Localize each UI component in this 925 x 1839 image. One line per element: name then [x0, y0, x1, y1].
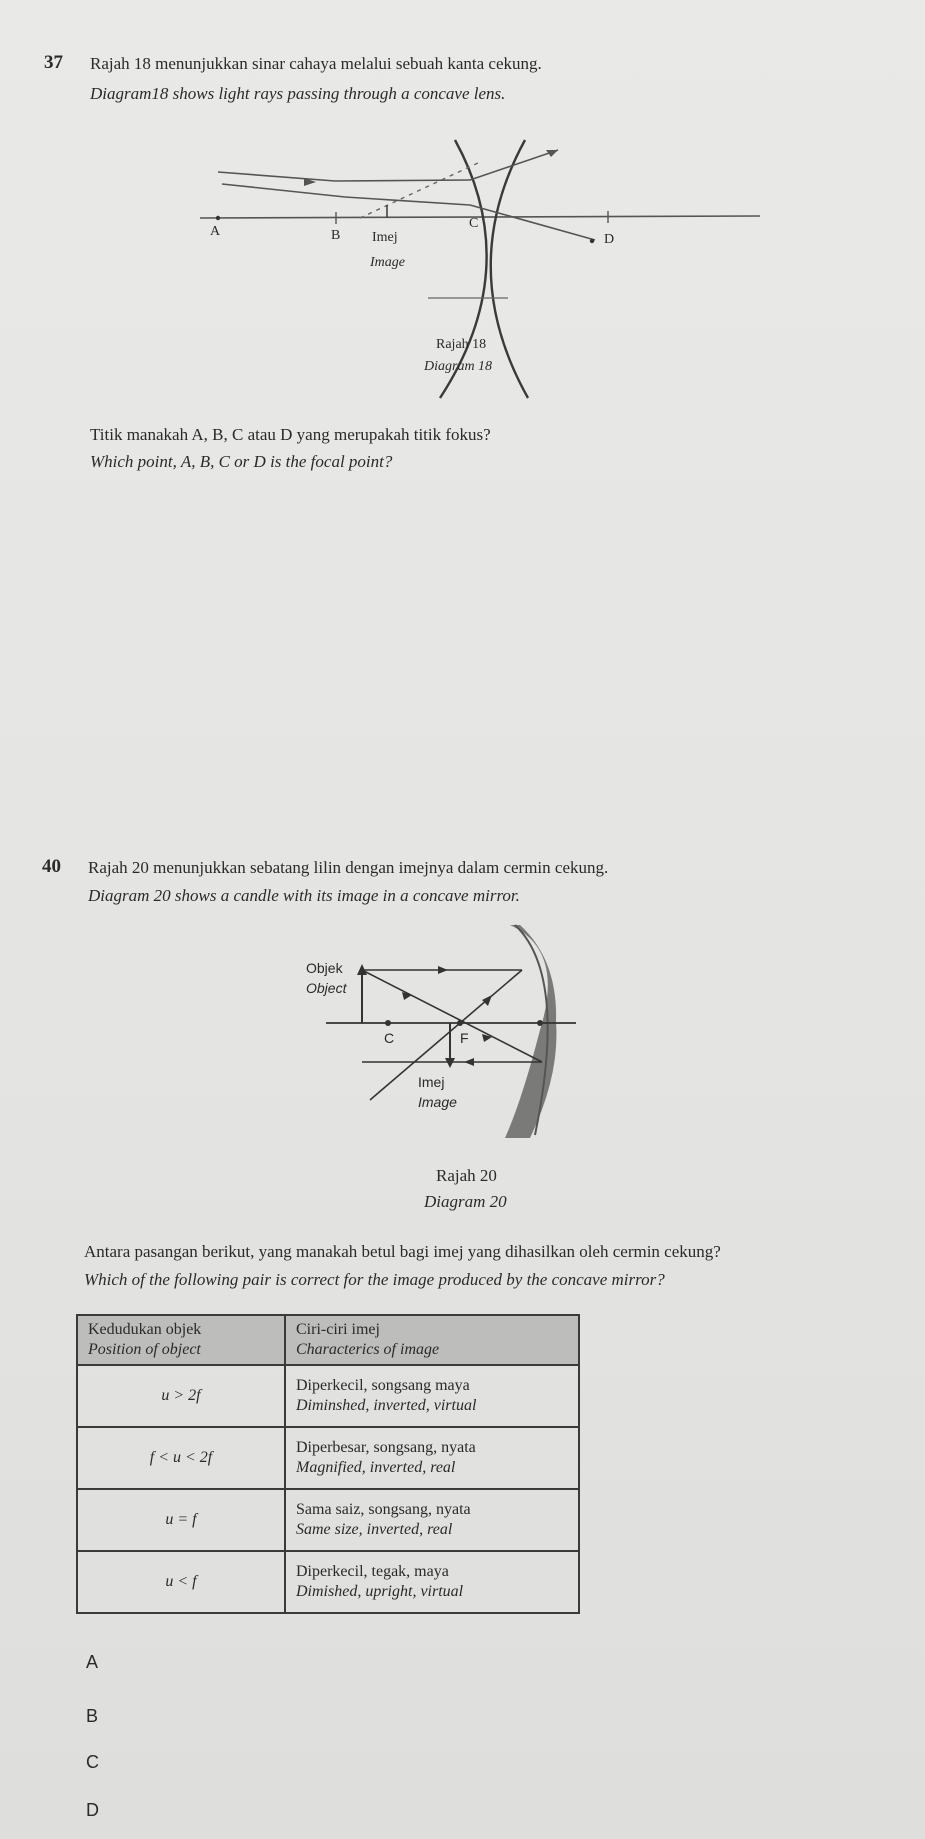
header-position-of-object — [77, 1315, 285, 1365]
label-point-a: A — [210, 224, 221, 239]
diagram-20-concave-mirror — [0, 900, 925, 1150]
row-characteristics — [285, 1489, 579, 1551]
point-f-dot — [457, 1020, 463, 1026]
virtual-ray-extension — [360, 162, 480, 218]
point-d-dot — [590, 239, 594, 243]
diagram-18-caption-en: Diagram 18 — [424, 359, 493, 374]
concave-mirror — [505, 925, 556, 1138]
table-row — [77, 1365, 579, 1427]
option-d[interactable]: D — [86, 1800, 99, 1820]
table-row — [77, 1427, 579, 1489]
row-characteristics — [285, 1365, 579, 1427]
row-char-en: Magnified, inverted, real — [296, 1459, 456, 1476]
question-40-number: 40 — [42, 856, 61, 877]
table-row — [77, 1489, 579, 1551]
point-c-dot — [385, 1020, 391, 1026]
principal-axis — [200, 216, 760, 218]
label-c: C — [384, 1030, 395, 1046]
point-a-dot — [216, 216, 220, 220]
header-right-ms: Ciri-ciri imej — [296, 1321, 380, 1338]
option-a[interactable]: A — [86, 1652, 99, 1672]
table-row — [77, 1551, 579, 1613]
label-image-ms: Imej — [418, 1074, 445, 1090]
row-char-ms: Diperbesar, songsang, nyata — [296, 1439, 476, 1456]
question-37-number: 37 — [44, 52, 63, 73]
header-left-ms: Kedudukan objek — [88, 1321, 202, 1338]
label-point-d: D — [604, 232, 615, 247]
row-characteristics — [285, 1551, 579, 1613]
row-char-ms: Diperkecil, tegak, maya — [296, 1563, 449, 1580]
diagram-20-caption-ms: Rajah 20 — [436, 1166, 497, 1185]
label-point-b: B — [331, 228, 341, 243]
row-condition: u = f — [77, 1489, 285, 1551]
answer-table — [76, 1314, 580, 1614]
row-condition: u > 2f — [77, 1365, 285, 1427]
row-char-ms: Diperkecil, songsang maya — [296, 1377, 470, 1394]
incident-ray-upper — [218, 172, 470, 181]
label-object-ms: Objek — [306, 960, 343, 976]
label-point-c: C — [469, 216, 479, 231]
question-37-prompt-en: Which point, A, B, C or D is the focal point? — [90, 452, 393, 471]
row-char-en: Same size, inverted, real — [296, 1521, 453, 1538]
label-image-en: Image — [370, 255, 405, 270]
table-header-row — [77, 1315, 579, 1365]
option-b[interactable]: B — [86, 1706, 99, 1726]
question-37-text-en: Diagram18 shows light rays passing through a concave lens. — [90, 84, 506, 103]
label-f: F — [460, 1030, 469, 1046]
question-40-text-ms: Rajah 20 menunjukkan sebatang lilin dengan imejnya dalam cermin cekung. — [88, 858, 609, 877]
refracted-ray-lower — [470, 205, 595, 240]
header-characteristics-of-image — [285, 1315, 579, 1365]
question-37-prompt-ms: Titik manakah A, B, C atau D yang merupakah titik fokus? — [90, 425, 491, 444]
option-c[interactable]: C — [86, 1752, 99, 1772]
row-condition: f < u < 2f — [77, 1427, 285, 1489]
label-image-en: Image — [418, 1094, 457, 1110]
ray-through-f — [362, 970, 542, 1062]
header-left-en: Position of object — [88, 1341, 201, 1358]
label-object-en: Object — [306, 980, 347, 996]
refracted-ray-upper — [470, 150, 558, 180]
row-char-ms: Sama saiz, songsang, nyata — [296, 1501, 471, 1518]
diagram-20-caption-en: Diagram 20 — [424, 1192, 507, 1211]
incident-ray-lower — [222, 184, 470, 205]
question-40-text-en: Diagram 20 shows a candle with its image in a concave mirror. — [88, 886, 520, 905]
diagram-18-caption-ms: Rajah 18 — [436, 337, 487, 352]
pole-dot — [537, 1020, 543, 1026]
question-40-prompt-ms: Antara pasangan berikut, yang manakah betul bagi imej yang dihasilkan oleh cermin cekung? — [84, 1242, 721, 1261]
header-right-en: Characterics of image — [296, 1341, 440, 1358]
row-characteristics — [285, 1427, 579, 1489]
row-char-en: Dimished, upright, virtual — [296, 1583, 464, 1600]
question-37-text-ms: Rajah 18 menunjukkan sinar cahaya melalui sebuah kanta cekung. — [90, 54, 542, 73]
label-image-ms: Imej — [372, 230, 398, 245]
row-condition: u < f — [77, 1551, 285, 1613]
question-40-prompt-en: Which of the following pair is correct for the image produced by the concave mirror? — [84, 1270, 665, 1289]
row-char-en: Diminshed, inverted, virtual — [296, 1397, 477, 1414]
